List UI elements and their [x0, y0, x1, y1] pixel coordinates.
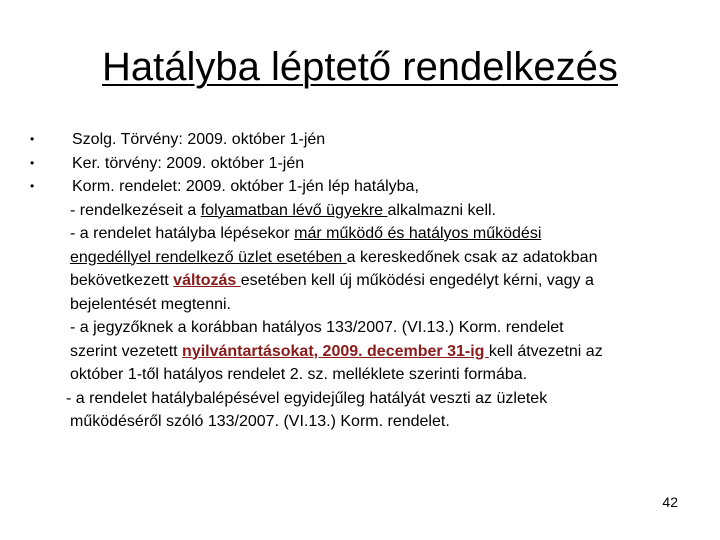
- bullet-item: [28, 128, 668, 152]
- text-run: esetében kell új működési engedélyt kérni, vagy a: [240, 272, 594, 289]
- bullet-text: Ker. törvény: 2009. október 1-jén: [72, 154, 305, 172]
- paragraph-hatalyat-veszti: [28, 387, 668, 434]
- paragraph-rendelkezesek: [28, 199, 668, 223]
- paragraph-mukodo-uzlet: [28, 222, 668, 316]
- highlighted-phrase: változás: [173, 272, 241, 289]
- text-run: - rendelkezéseit a: [70, 201, 201, 219]
- text-line: működéséről szóló 133/2007. (VI.13.) Korm. rendelet.: [70, 413, 450, 430]
- paragraph-jegyzok: [28, 316, 668, 387]
- text-run: kell átvezetni az: [488, 342, 603, 360]
- text-run: bekövetkezett: [70, 272, 174, 289]
- text-line: [70, 199, 668, 223]
- text-line: - a rendelet hatálybalépésével egyidejűleg hatályát veszti az üzletek: [66, 389, 548, 407]
- bullet-text: Korm. rendelet: 2009. október 1-jén lép hatályba,: [72, 178, 419, 195]
- text-run: alkalmazni kell.: [387, 201, 496, 219]
- bullet-dot-icon: •: [30, 179, 35, 193]
- text-run: a kereskedőnek csak az adatokban: [346, 248, 598, 266]
- page-number: 42: [662, 494, 678, 510]
- text-line: - a jegyzőknek a korábban hatályos 133/2007. (VI.13.) Korm. rendelet: [70, 319, 564, 336]
- text-line: [70, 222, 668, 246]
- bullet-text: Szolg. Törvény: 2009. október 1-jén: [72, 131, 326, 148]
- text-run: szerint vezetett: [70, 342, 183, 360]
- text-run: - a rendelet hatályba lépésekor: [70, 225, 295, 242]
- text-line: október 1-től hatályos rendelet 2. sz. melléklete szerinti formába.: [70, 366, 528, 383]
- slide-title: Hatályba léptető rendelkezés: [102, 45, 618, 89]
- underlined-phrase: engedéllyel rendelkező üzlet esetében: [70, 248, 347, 266]
- bullet-dot-icon: •: [30, 155, 35, 170]
- underlined-phrase: folyamatban lévő ügyekre: [200, 201, 388, 219]
- bullet-item: [28, 152, 668, 176]
- underlined-phrase: már működő és hatályos működési: [294, 225, 542, 242]
- bullet-dot-icon: •: [30, 132, 35, 146]
- text-line: [70, 246, 668, 270]
- slide-content: [28, 128, 668, 434]
- highlighted-phrase: nyilvántartásokat, 2009. december 31-ig: [182, 342, 489, 360]
- text-line: [70, 269, 668, 293]
- bullet-item: [28, 175, 668, 199]
- text-line: bejelentését megtenni.: [70, 295, 231, 313]
- text-line: [70, 340, 668, 364]
